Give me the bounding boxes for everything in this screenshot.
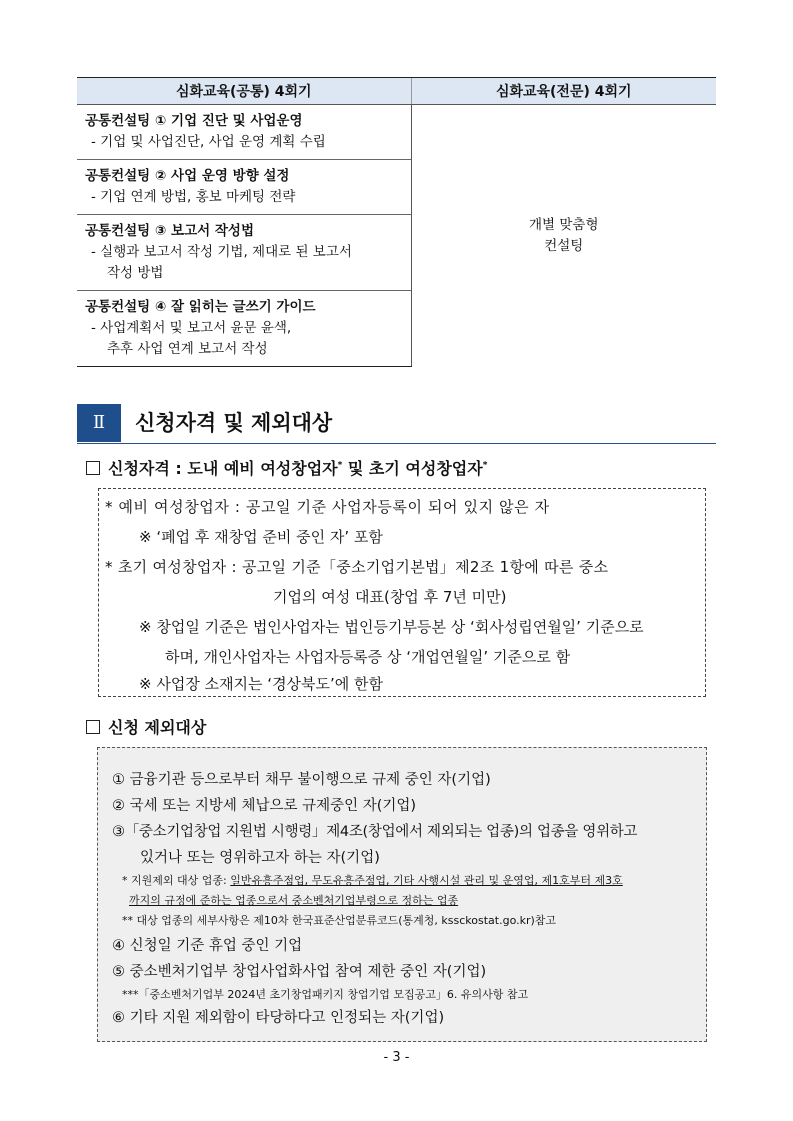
eligibility-line: 기업의 여성 대표(창업 후 7년 미만) [273,588,507,606]
consulting-title-4: 공통컨설팅 ④ 잘 읽히는 글쓰기 가이드 [85,299,316,315]
exclusion-item: ② 국세 또는 지방세 체납으로 규제중인 자(기업) [112,798,417,814]
checkbox-square-icon [86,720,100,734]
exclusion-item: ① 금융기관 등으로부터 채무 불이행으로 규제 중인 자(기업) [112,772,491,788]
consulting-desc-1: - 기업 및 사업진단, 사업 운영 계획 수립 [91,134,326,150]
exclusion-item: ④ 신청일 기준 휴업 중인 기업 [112,938,303,954]
header-common: 심화교육(공통) 4회기 [77,78,411,105]
eligibility-line: ※ ‘폐업 후 재창업 준비 중인 자’ 포함 [139,528,383,546]
consulting-title-1: 공통컨설팅 ① 기업 진단 및 사업운영 [85,113,303,129]
exclusion-heading: 신청 제외대상 [86,715,206,738]
eligibility-line: * 초기 여성창업자 : 공고일 기준「중소기업기본법」제2조 1항에 따른 중소 [105,558,609,576]
table-row [77,105,716,160]
consulting-desc-2: - 기업 연계 방법, 홍보 마케팅 전략 [91,189,296,205]
exclusion-note-1-cont: 까지의 규정에 준하는 업종으로서 중소벤처기업부령으로 정하는 업종 [129,894,459,907]
exclusion-item: ⑥ 기타 지원 제외함이 타당하다고 인정되는 자(기업) [112,1010,445,1026]
eligibility-heading: 신청자격 : 도내 예비 여성창업자* 및 초기 여성창업자* [86,456,487,479]
section-number: Ⅱ [77,404,121,442]
exclusion-box [97,747,707,1042]
section-header [77,404,716,444]
checkbox-square-icon [86,461,100,475]
eligibility-line: ※ 창업일 기준은 법인사업자는 법인등기부등본 상 ‘회사성립연월일’ 기준으로 [139,618,644,636]
exclusion-note-2: ** 대상 업종의 세부사항은 제10차 한국표준산업분류코드(통계청, ksscko​stat.go.kr)참고 [122,914,557,927]
eligibility-box [98,488,706,697]
consulting-title-3: 공통컨설팅 ③ 보고서 작성법 [85,223,254,239]
eligibility-line: * 예비 여성창업자 : 공고일 기준 사업자등록이 되어 있지 않은 자 [105,498,550,516]
header-specialized: 심화교육(전문) 4회기 [411,78,716,105]
consulting-desc-4: - 사업계획서 및 보고서 윤문 윤색, 추후 사업 연계 보고서 작성 [91,320,292,357]
curriculum-table [77,77,716,367]
right-cell-line-1: 개별 맞춤형 [529,216,599,233]
eligibility-line: ※ 사업장 소재지는 ‘경상북도’에 한함 [139,675,384,693]
page-number: - 3 - [383,1050,410,1065]
exclusion-item: ③「중소기업창업 지원법 시행령」제4조(창업에서 제외되는 업종)의 업종을 영위하고 [112,824,638,840]
individual-consulting-cell [411,105,716,367]
section-title: 신청자격 및 제외대상 [135,411,333,435]
consulting-desc-3: - 실행과 보고서 작성 기법, 제대로 된 보고서 작성 방법 [91,244,352,281]
table-header-row [77,78,716,105]
eligibility-line: 하며, 개인사업자는 사업자등록증 상 ‘개업연월일’ 기준으로 함 [165,648,571,666]
exclusion-note-3: ***「중소벤처기업부 2024년 초기창업패키지 창업기업 모집공고」6. 유의사항 참고 [122,988,529,1001]
consulting-title-2: 공통컨설팅 ② 사업 운영 방향 설정 [85,168,290,184]
exclusion-note-1: * 지원제외 대상 업종: 일반유흥주점업, 무도유흥주점업, 기타 사행시설 관리 및 운영업, 제1호부터 제3호 [122,874,623,887]
exclusion-item: ⑤ 중소벤처기업부 창업사업화사업 참여 제한 중인 자(기업) [112,964,487,980]
exclusion-item: 있거나 또는 영위하고자 하는 자(기업) [140,850,380,866]
right-cell-line-2: 컨설팅 [544,237,584,254]
